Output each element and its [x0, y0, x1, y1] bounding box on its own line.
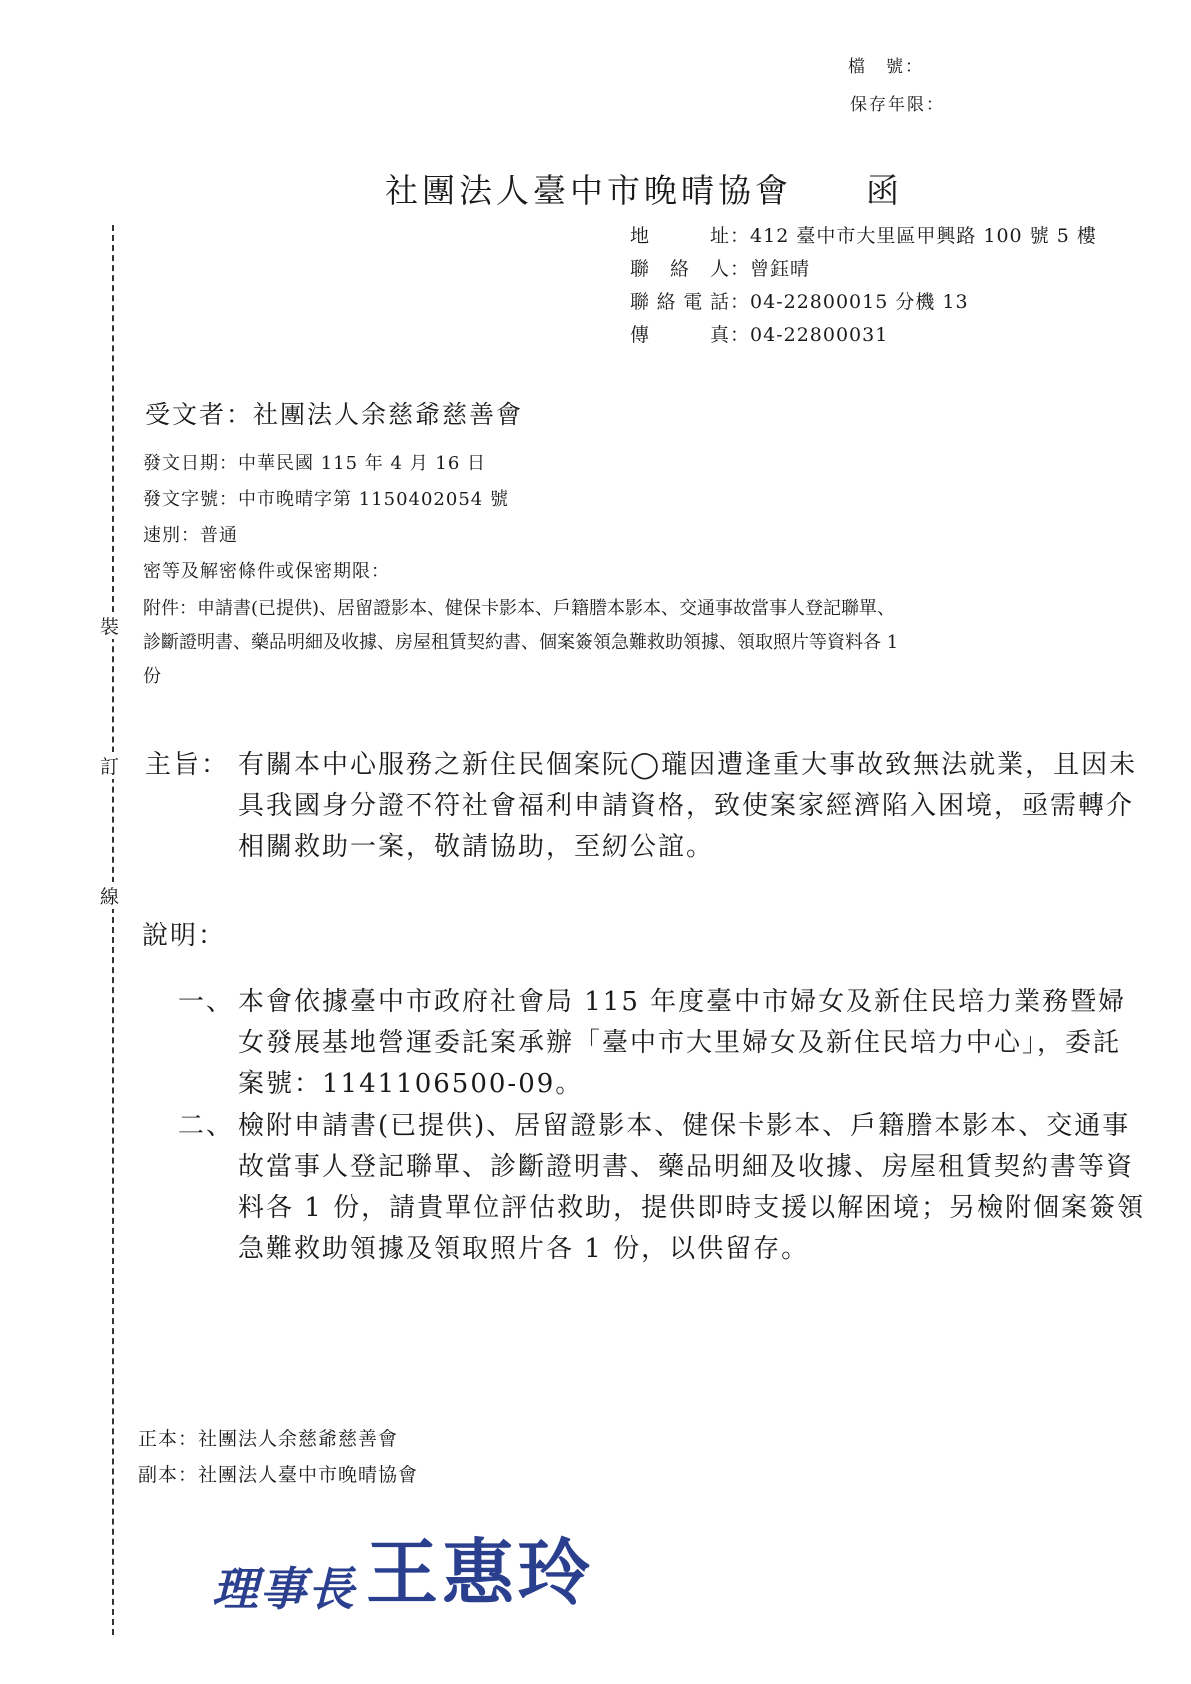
- binding-mark-ding: 訂: [100, 752, 119, 779]
- file-number-label: 檔 號：: [848, 57, 924, 77]
- signature-title: 理事長: [212, 1562, 356, 1616]
- signature-name: 王惠玲: [366, 1530, 595, 1615]
- document-number: 發文字號：中市晚晴字第 1150402054 號: [143, 489, 509, 510]
- issue-date: 發文日期：中華民國 115 年 4 月 16 日: [143, 453, 487, 474]
- binding-mark-xian: 線: [100, 882, 119, 909]
- address-row: 地 址 ： 412 臺中市大里區甲興路 100 號 5 樓: [630, 220, 1097, 253]
- subject-text: 有關本中心服務之新住民個案阮◯瓏因遭逢重大事故致無法就業，且因未具我國身分證不符社會福利申請資格，致使案家經濟陷入困境，亟需轉介相關救助一案，敬請協助，至紉公誼。: [238, 750, 1138, 862]
- explanation-item-1-text: 本會依據臺中市政府社會局 115 年度臺中市婦女及新住民培力業務暨婦女發展基地營運委託案承辦「臺中市大里婦女及新住民培力中心」，委託案號：1141106500-09。: [238, 987, 1127, 1099]
- recipient: 受文者：社團法人余慈爺慈善會: [145, 400, 524, 429]
- explanation-label: 說明：: [142, 921, 227, 951]
- explanation-item-1-number: 一、: [178, 987, 235, 1017]
- meta-block: [143, 446, 509, 590]
- contact-person-label: 聯 絡 人: [630, 258, 730, 280]
- attachments: [143, 592, 898, 694]
- phone-value: 04-22800015 分機 13: [750, 291, 969, 313]
- address-value: 412 臺中市大里區甲興路 100 號 5 樓: [750, 225, 1097, 247]
- retention-period-label: 保存年限：: [850, 95, 945, 115]
- contact-person-value: 曾鈺晴: [750, 258, 811, 280]
- contact-person-row: 聯 絡 人 ： 曾鈺晴: [630, 253, 1097, 286]
- attachments-label: 附件：: [143, 598, 197, 619]
- speed-class: 速別：普通: [143, 525, 238, 546]
- fax-row: 傳 真 ： 04-22800031: [630, 319, 1097, 352]
- explanation-item-2-text: 檢附申請書(已提供)、居留證影本、健保卡影本、戶籍謄本影本、交通事故當事人登記聯單、診斷證明書、藥品明細及收據、房屋租賃契約書等資料各 1 份，請貴單位評估救助，提供即時支援以解困境；另檢附個案簽領急難救助領據及領取照片各 1 份，以供留存。: [238, 1111, 1146, 1264]
- fax-label: 傳 真: [630, 324, 730, 346]
- address-label: 地 址: [630, 225, 730, 247]
- attachments-line-3: 份: [143, 666, 161, 687]
- phone-label: 聯絡電話: [630, 291, 730, 313]
- chairperson-signature-stamp: [212, 1515, 594, 1619]
- subject-label: 主旨：: [145, 750, 230, 780]
- fax-value: 04-22800031: [750, 324, 889, 346]
- contact-block: [630, 220, 1097, 352]
- phone-row: 聯絡電話 ： 04-22800015 分機 13: [630, 286, 1097, 319]
- attachments-line-1: 附件：申請書(已提供)、居留證影本、健保卡影本、戶籍謄本影本、交通事故當事人登記聯單、: [143, 598, 896, 619]
- attachments-line-2: 診斷證明書、藥品明細及收據、房屋租賃契約書、個案簽領急難救助領據、領取照片等資料各 1: [143, 632, 899, 653]
- document-title: 社團法人臺中市晚晴協會 函: [385, 171, 903, 210]
- binding-line: [112, 225, 114, 1635]
- explanation-item-2-number: 二、: [178, 1111, 235, 1141]
- secrecy-level: 密等及解密條件或保密期限：: [143, 561, 390, 582]
- copy-recipient: 副本：社團法人臺中市晚晴協會: [138, 1464, 419, 1486]
- original-recipient: 正本：社團法人余慈爺慈善會: [138, 1428, 399, 1450]
- binding-mark-zhuang: 裝: [100, 612, 119, 639]
